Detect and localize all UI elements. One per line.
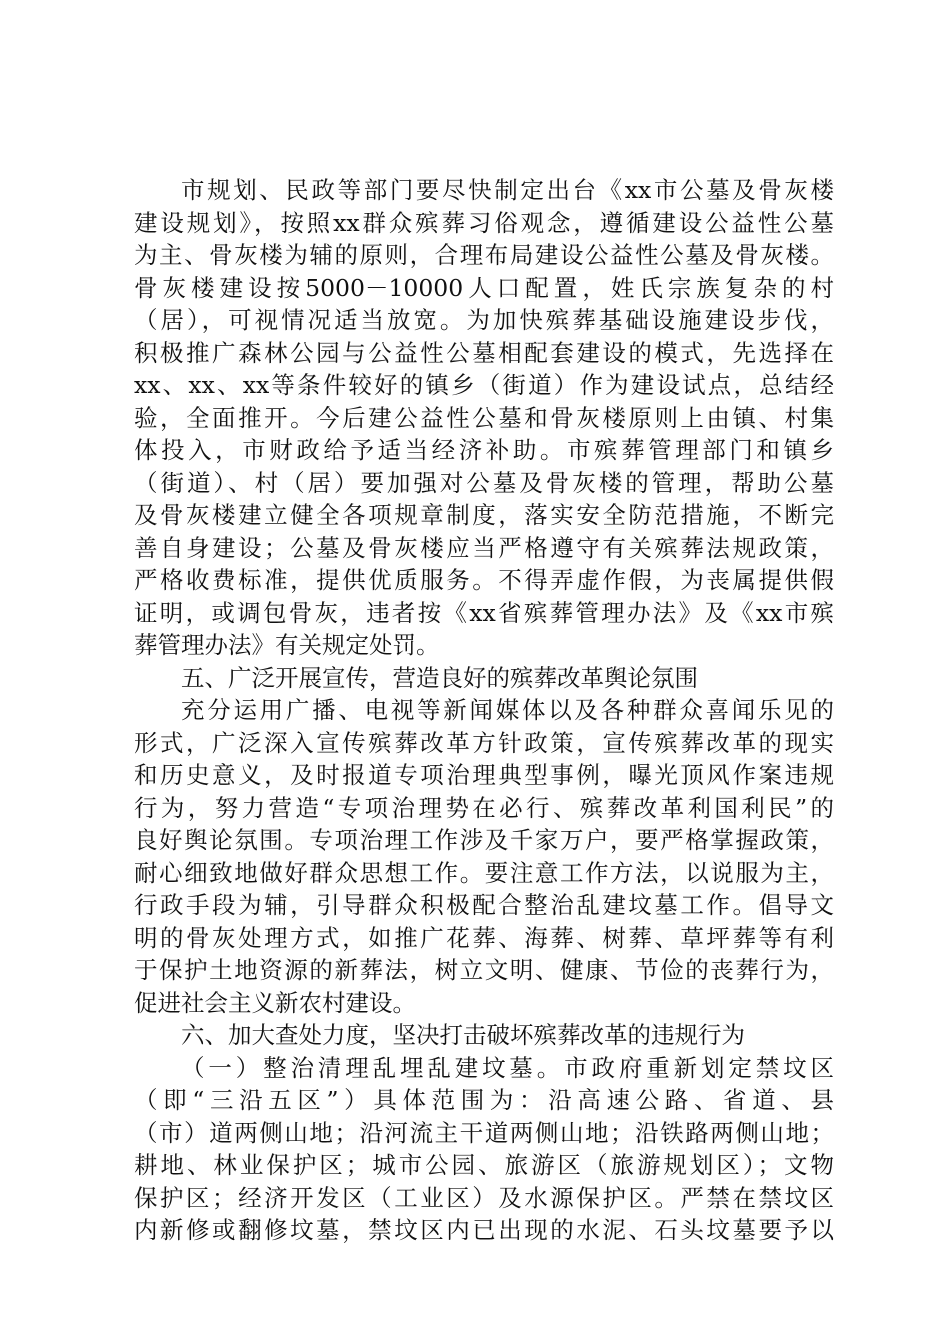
text-line: 明的骨灰处理方式，如推广花葬、海葬、树葬、草坪葬等有利 xyxy=(134,923,834,952)
text-line: 善自身建设；公墓及骨灰楼应当严格遵守有关殡葬法规政策， xyxy=(134,533,834,562)
text-line: 及骨灰楼建立健全各项规章制度，落实安全防范措施，不断完 xyxy=(134,501,834,529)
text-line: 形式，广泛深入宣传殡葬改革方针政策，宣传殡葬改革的现实 xyxy=(134,728,834,757)
text-line: （即“三沿五区”）具体范围为：沿高速公路、省道、县 xyxy=(134,1086,834,1114)
text-line: 葬管理办法》有关规定处罚。 xyxy=(134,631,440,659)
text-line: 保护区；经济开发区（工业区）及水源保护区。严禁在禁坟区 xyxy=(134,1183,834,1212)
text-line: 行为，努力营造“专项治理势在必行、殡葬改革利国利民”的 xyxy=(134,793,834,822)
text-line: 验，全面推开。今后建公益性公墓和骨灰楼原则上由镇、村集 xyxy=(134,403,834,432)
text-line: （街道）、村（居）要加强对公墓及骨灰楼的管理，帮助公墓 xyxy=(134,468,834,497)
text-line: 和历史意义，及时报道专项治理典型事例，曝光顶风作案违规 xyxy=(134,761,834,789)
text-line: 耐心细致地做好群众思想工作。要注意工作方法，以说服为主， xyxy=(134,858,834,887)
text-line: 于保护土地资源的新葬法，树立文明、健康、节俭的丧葬行为， xyxy=(134,956,834,984)
text-line: （市）道两侧山地；沿河流主干道两侧山地；沿铁路两侧山地； xyxy=(134,1118,834,1147)
text-line: 严格收费标准，提供优质服务。不得弄虚作假，为丧属提供假 xyxy=(134,566,834,594)
text-line: 六、加大查处力度，坚决打击破坏殡葬改革的违规行为 xyxy=(181,1021,745,1049)
text-line: 促进社会主义新农村建设。 xyxy=(134,988,416,1017)
text-line: （一）整治清理乱埋乱建坟墓。市政府重新划定禁坟区 xyxy=(181,1053,834,1082)
text-line: 骨灰楼建设按5000－10000人口配置，姓氏宗族复杂的村 xyxy=(134,273,834,302)
text-line: 内新修或翻修坟墓，禁坟区内已出现的水泥、石头坟墓要予以 xyxy=(134,1216,834,1244)
text-line: 行政手段为辅，引导群众积极配合整治乱建坟墓工作。倡导文 xyxy=(134,891,834,919)
text-line: 体投入，市财政给予适当经济补助。市殡葬管理部门和镇乡 xyxy=(134,436,834,464)
text-line: 耕地、林业保护区；城市公园、旅游区（旅游规划区）；文物 xyxy=(134,1151,834,1179)
text-line: 五、广泛开展宣传，营造良好的殡葬改革舆论氛围 xyxy=(181,663,698,692)
text-line: 建设规划》，按照xx群众殡葬习俗观念，遵循建设公益性公墓 xyxy=(134,208,834,237)
text-line: 充分运用广播、电视等新闻媒体以及各种群众喜闻乐见的 xyxy=(181,696,834,724)
text-line: （居），可视情况适当放宽。为加快殡葬基础设施建设步伐， xyxy=(134,306,834,334)
document-body xyxy=(134,174,834,1247)
text-line: 为主、骨灰楼为辅的原则，合理布局建设公益性公墓及骨灰楼。 xyxy=(134,241,834,269)
text-line: xx、xx、xx等条件较好的镇乡（街道）作为建设试点，总结经 xyxy=(134,371,834,399)
text-line: 证明，或调包骨灰，违者按《xx省殡葬管理办法》及《xx市殡 xyxy=(134,598,834,627)
text-line: 良好舆论氛围。专项治理工作涉及千家万户，要严格掌握政策， xyxy=(134,826,834,854)
text-line: 市规划、民政等部门要尽快制定出台《xx市公墓及骨灰楼 xyxy=(181,176,834,204)
text-line: 积极推广森林公园与公益性公墓相配套建设的模式，先选择在 xyxy=(134,338,834,367)
